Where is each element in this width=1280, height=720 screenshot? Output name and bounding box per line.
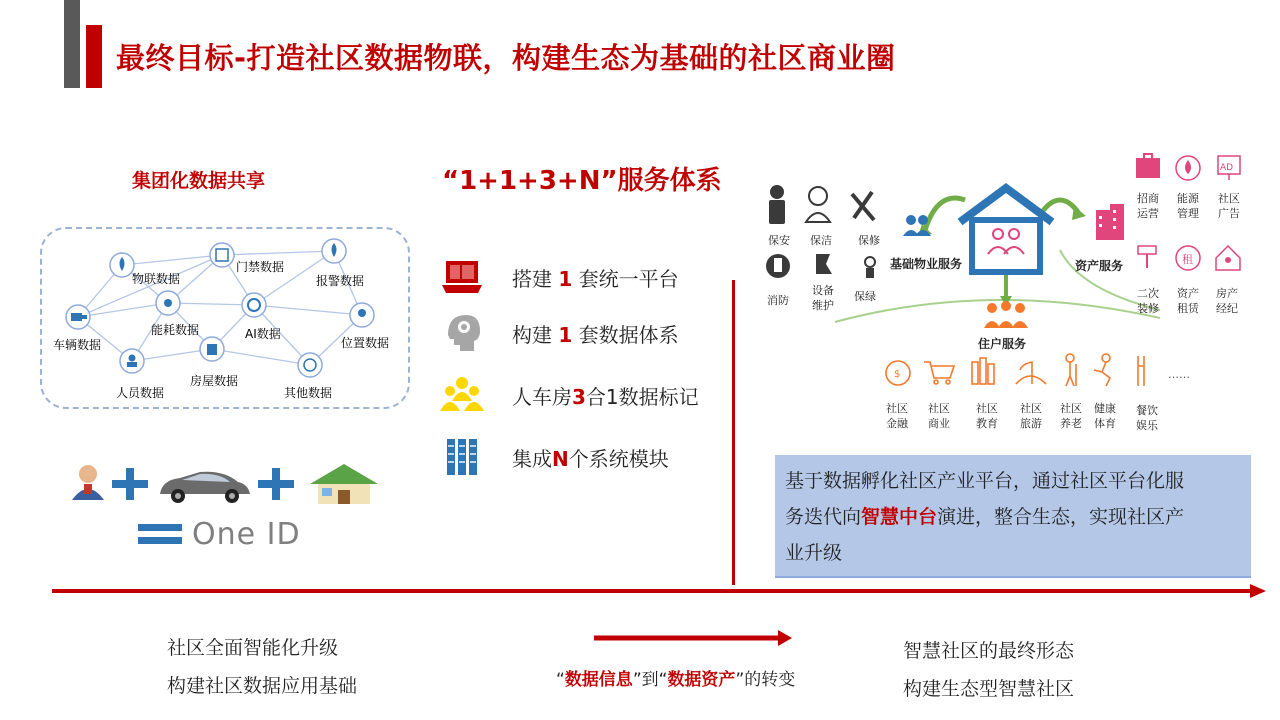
service-system-title: “1+1+3+N”服务体系 (442, 166, 722, 196)
plus-icon (258, 468, 294, 500)
header-red-bar (86, 25, 102, 88)
rent-badge-text: 租 (1182, 253, 1193, 266)
asset-label: 资产 (1177, 287, 1199, 300)
asset-services-label: 资产服务 (1075, 259, 1124, 273)
more-services-ellipsis: …… (1168, 368, 1190, 381)
resident-label: 养老 (1060, 417, 1082, 430)
transition-caption (556, 665, 795, 690)
transition-highlight: 数据资产 (667, 670, 736, 690)
person-icon (72, 465, 104, 500)
energy-data-label: 能耗数据 (151, 323, 200, 337)
ai-data-label: AI数据 (245, 327, 281, 341)
resident-label: 体育 (1094, 417, 1116, 430)
timeline-arrow (52, 581, 1270, 601)
iot-data-label: 物联数据 (132, 272, 181, 286)
asset-label: 房产 (1216, 287, 1238, 300)
greening-label: 保绿 (854, 290, 876, 303)
resident-label: 餐饮 (1136, 404, 1158, 417)
laptop-icon (440, 255, 484, 299)
service-text: 个系统模块 (568, 446, 669, 471)
service-item-data-marking (440, 373, 740, 417)
data-network-diagram (40, 227, 410, 409)
dining-icon (1138, 356, 1144, 386)
service-text: 合1数据标记 (585, 384, 699, 409)
service-highlight: 3 (572, 384, 586, 409)
transition-highlight: 数据信息 (564, 670, 633, 690)
house-icon (310, 464, 378, 504)
alarm-data-label: 报警数据 (316, 274, 365, 288)
access-data-label: 门禁数据 (236, 260, 285, 274)
service-text: 人车房 (512, 384, 572, 409)
resident-label: 教育 (976, 417, 998, 430)
service-text: 集成 (512, 446, 552, 471)
ai-node-icon (242, 293, 266, 317)
resident-label: 社区 (1020, 402, 1042, 415)
summary-highlight: 智慧中台 (861, 506, 938, 528)
service-item-platform (440, 255, 740, 299)
page-title: 最终目标-打造社区数据物联，构建生态为基础的社区商业圈 (116, 41, 896, 75)
ad-badge-text: AD (1220, 163, 1234, 173)
asset-label: 社区 (1218, 192, 1240, 205)
summary-text: 演进，整合生态，实现社区产 (937, 506, 1185, 528)
maintenance-label: 维护 (812, 299, 834, 312)
fire-label: 消防 (767, 294, 789, 307)
one-id-label: One ID (192, 517, 301, 552)
other-data-label: 其他数据 (284, 386, 333, 400)
group-data-share-title: 集团化数据共享 (132, 170, 266, 192)
svg-text:$: $ (894, 369, 901, 380)
resident-label: 社区 (886, 402, 908, 415)
summary-line: 基于数据孵化社区产业平台，通过社区平台化服 (785, 470, 1185, 492)
resident-label: 金融 (886, 417, 908, 430)
house-data-label: 房屋数据 (190, 374, 239, 388)
vehicle-data-label: 车辆数据 (53, 338, 102, 352)
stage1-line1: 社区全面智能化升级 (167, 637, 339, 659)
asset-label: 广告 (1218, 207, 1240, 220)
head-brain-icon (440, 311, 484, 355)
transition-arrow (594, 628, 794, 648)
beach-icon (1016, 362, 1046, 384)
summary-text: 务迭代向 (785, 506, 862, 528)
stage2-line2: 构建生态型智慧社区 (903, 678, 1075, 700)
repair-label: 保修 (858, 234, 880, 247)
summary-line: 业升级 (785, 542, 843, 564)
asset-label: 招商 (1137, 192, 1159, 205)
resident-label: 健康 (1094, 402, 1116, 415)
community-ecosystem-diagram (760, 150, 1270, 450)
stage2-line1: 智慧社区的最终形态 (903, 640, 1075, 662)
resident-label: 娱乐 (1136, 419, 1158, 432)
other-node-icon (298, 353, 322, 377)
equipment-maintenance-icon (816, 254, 832, 274)
access-node-icon (210, 243, 234, 267)
shopping-cart-icon (924, 362, 954, 384)
transition-text: ”到“ (632, 670, 668, 690)
transition-text: ”的转变 (735, 670, 796, 690)
asset-label: 能源 (1177, 192, 1199, 205)
paint-roller-icon (1138, 246, 1156, 268)
asset-label: 租赁 (1177, 302, 1199, 315)
books-icon (972, 358, 994, 384)
summary-line (785, 499, 1241, 535)
security-label: 保安 (768, 234, 790, 247)
asset-label: 运营 (1137, 207, 1159, 220)
resident-label: 社区 (1060, 402, 1082, 415)
equipment-label: 设备 (812, 284, 834, 297)
ad-board-icon (1218, 156, 1240, 180)
service-text: 套统一平台 (572, 266, 679, 291)
security-guard-icon (769, 185, 785, 224)
equals-icon (138, 524, 182, 546)
plus-icon (112, 468, 148, 500)
house-heart-icon (1216, 246, 1240, 270)
central-house-icon (960, 188, 1052, 272)
resident-label: 社区 (928, 402, 950, 415)
service-text: 构建 (512, 322, 559, 347)
stage1-line2: 构建社区数据应用基础 (167, 675, 358, 697)
transition-text: “ (556, 670, 565, 690)
person-data-label: 人员数据 (116, 386, 165, 400)
car-icon (160, 472, 250, 503)
asset-label: 经纪 (1216, 302, 1238, 315)
summary-box (775, 455, 1251, 578)
greening-icon (865, 257, 875, 278)
service-text: 套数据体系 (572, 322, 679, 347)
service-highlight: N (552, 446, 569, 471)
person-car-house-row (70, 460, 390, 510)
finance-icon (886, 361, 910, 385)
property-services-label: 基础物业服务 (890, 257, 963, 271)
asset-building-icon (1096, 204, 1124, 240)
resident-group-icon (984, 301, 1028, 328)
asset-label: 装修 (1137, 302, 1159, 315)
resident-label: 旅游 (1020, 417, 1042, 430)
service-item-data-system (440, 311, 740, 355)
resident-services-label: 住户服务 (978, 337, 1027, 351)
server-rack-icon (440, 435, 484, 479)
briefcase-icon (1136, 154, 1160, 178)
energy-drop-icon (1176, 156, 1200, 180)
location-data-label: 位置数据 (341, 336, 390, 350)
sports-icon (1094, 354, 1110, 386)
service-text: 搭建 (512, 266, 559, 291)
rent-icon (1176, 246, 1200, 270)
elderly-icon (1066, 354, 1076, 386)
fire-extinguisher-icon (766, 254, 790, 278)
service-highlight: 1 (558, 266, 573, 291)
resident-label: 商业 (928, 417, 950, 430)
service-highlight: 1 (558, 322, 573, 347)
asset-label: 管理 (1177, 207, 1199, 220)
cleaning-label: 保洁 (810, 234, 832, 247)
section-divider (732, 280, 735, 585)
service-item-modules (440, 435, 740, 479)
repair-tools-icon (852, 192, 874, 220)
resident-label: 社区 (976, 402, 998, 415)
header-gray-bar (64, 0, 80, 88)
cleaning-icon (806, 187, 830, 222)
people-group-icon (440, 373, 484, 417)
asset-label: 二次 (1137, 287, 1159, 300)
